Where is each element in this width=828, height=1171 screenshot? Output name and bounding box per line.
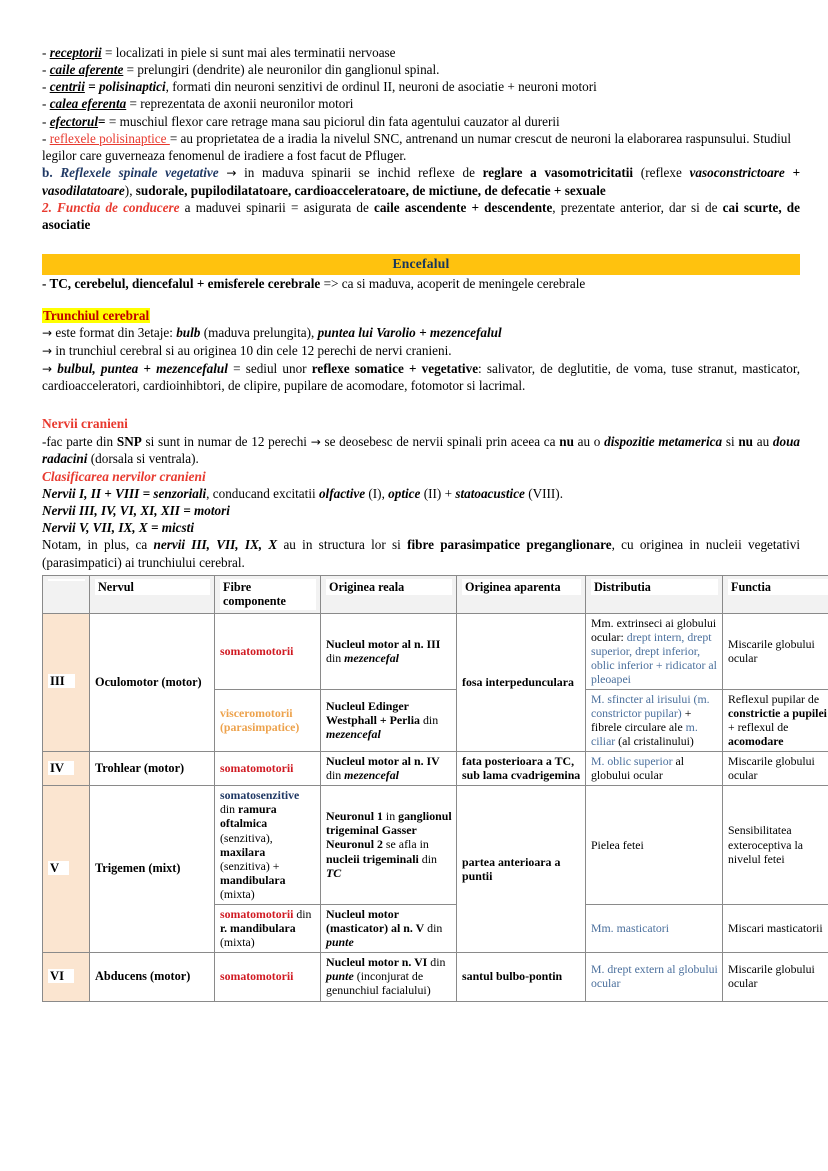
cell-distribution-v-b: Mm. masticatori	[586, 904, 723, 952]
cell-roman-iii: III	[43, 613, 90, 751]
table-row	[43, 752, 828, 786]
bullet-reflexele-text: = au proprietatea de a iradia la nivelul SNC, antrenand un numar crescut de neuroni la elaborarea raspunsului. Studiul legilor care guverneaza fenomenul de iradiere a fost facut de Pfluger.	[42, 130, 791, 163]
functia-conducere-bold1: caile ascendente + descendente	[373, 199, 553, 215]
clasificare-line-2: Nervii III, IV, VI, XI, XII = motori	[42, 503, 230, 519]
reflexe-vegetative-text3: ),	[124, 182, 136, 198]
functia-conducere-bold2: cai scurte, de asociatie	[42, 199, 800, 232]
spacer	[42, 394, 800, 415]
trunchi-line-1-bi2: puntea lui Varolio + mezencefalul	[317, 325, 502, 341]
cell-fibre-iv: somatomotorii	[215, 752, 321, 786]
cell-function-vi: Miscarile globului ocular	[723, 953, 828, 1001]
paragraph-functia-conducere	[42, 199, 800, 233]
trunchi-line-1-bi1: bulb	[176, 325, 201, 341]
cell-origin-real-iii-b: Nucleul Edinger Westphall + Perlia din mezencefal	[321, 689, 457, 751]
bullet-reflexele-polisinaptice: - reflexele polisinaptice = au proprietatea de a iradia la nivelul SNC, antrenand un numar crescut de neuroni la elaborarea raspunsului. Studiul legilor care guverneaza fenomenul de iradiere a fost facut de Pfluger.	[42, 130, 791, 163]
paragraph-reflexe-vegetative	[42, 164, 800, 199]
trunchi-line-3-mid1: = sediul unor	[227, 360, 312, 376]
cell-distribution-iv: M. oblic superior al globului ocular	[586, 752, 723, 786]
arrow-icon: →	[226, 166, 237, 181]
arrow-icon: →	[42, 361, 53, 376]
cell-origin-real-iii-a: Nucleul motor al n. III din mezencefal	[321, 613, 457, 689]
cell-roman-vi: VI	[43, 953, 90, 1001]
bullet-receptorii: - receptorii = localizati in piele si sunt mai ales terminatii nervoase	[42, 45, 396, 60]
cell-origin-real-v-a: Neuronul 1 in ganglionul trigeminal Gasser Neuronul 2 se afla in nucleii trigeminali din TC	[321, 786, 457, 904]
bullet-calea-eferenta: - calea eferenta = reprezentata de axonii neuronilor motori	[42, 96, 354, 112]
functia-conducere-text2: , prezentate anterior, dar si de	[552, 199, 723, 215]
term-centrii: centrii	[49, 79, 85, 95]
arrow-icon: →	[310, 434, 321, 449]
nota-mid1: au in structura lor si	[277, 537, 408, 553]
cell-roman-v: V	[43, 786, 90, 953]
reflexe-vegetative-text2: (reflexe	[633, 165, 690, 181]
ncp-b1: SNP	[116, 433, 142, 449]
cell-function-iv: Miscarile globului ocular	[723, 752, 828, 786]
table-row	[43, 613, 828, 689]
col-header-functia: Functia	[723, 575, 828, 613]
ncp-bi1: dispozitie metamerica	[604, 433, 723, 449]
trunchi-line-3-bi1: bulbul, puntea + mezencefalul	[52, 360, 228, 376]
ncp-mid4: si	[722, 433, 739, 449]
trunchi-line-1	[42, 324, 800, 342]
cell-function-iii-a: Miscarile globului ocular	[723, 613, 828, 689]
cell-nerve-vi: Abducens (motor)	[90, 953, 215, 1001]
clasificare-line-1	[42, 485, 800, 502]
cell-distribution-iii-a: Mm. extrinseci ai globului ocular: drept intern, drept superior, drept inferior, oblic inferior + ridicator al pleoapei	[586, 613, 723, 689]
col-header-originea-aparenta: Originea aparenta	[457, 575, 586, 613]
trunchi-line-2	[42, 342, 800, 360]
nota-b1: fibre parasimpatice preganglionare	[407, 537, 612, 553]
encefal-banner: Encefalul	[42, 254, 800, 275]
nota-mid2: , cu originea in nucleii vegetativi (parasimpatici) ai trunchiului cerebral.	[42, 537, 800, 570]
cranial-nerves-table	[42, 575, 828, 1002]
bullet-centrii: - centrii = polisinaptici, formati din neuroni senzitivi de ordinul II, neuroni de asociatie + neuroni motori	[42, 79, 597, 95]
ncp-pre: -fac parte din	[42, 433, 117, 449]
trunchi-line-3-b1: reflexe somatice + vegetative	[311, 360, 479, 376]
cell-roman-iv: IV	[43, 752, 90, 786]
trunchi-line-3-mid2: : salivator, de deglutitie, de voma, tuse stranut, masticator, cardioacceleratori, cardioinhibtori, de clipire, pupilare de acomodare, fotomotor si lacrimal.	[42, 360, 800, 394]
term-efectorul: efectorul	[49, 113, 99, 129]
table-row	[43, 953, 828, 1001]
col-header-nervul: Nervul	[90, 575, 215, 613]
cell-nerve-v: Trigemen (mixt)	[90, 786, 215, 953]
clasificare-1-bi1: olfactive	[318, 486, 366, 501]
cell-fibre-iii-a: somatomotorii	[215, 613, 321, 689]
clasificare-1-lead: Nervii I, II + VIII = senzoriali	[42, 486, 207, 501]
clasificare-1-mid2: (I),	[365, 486, 389, 501]
bullet-calea-eferenta-text: = reprezentata de axonii neuronilor motori	[126, 96, 354, 112]
trunchi-line-1-mid1: (maduva prelungita),	[200, 325, 318, 341]
ncp-mid6: (dorsala si ventrala).	[87, 451, 199, 467]
bullet-efectorul-eq: =	[98, 113, 106, 129]
term-receptorii: receptorii	[49, 45, 102, 60]
ncp-mid3: au o	[573, 433, 605, 449]
col-header-roman	[43, 575, 90, 613]
bullet-caile-aferente: - caile aferente = prelungiri (dendrite) ale neuronilor din ganglionul spinal.	[42, 62, 440, 78]
cell-origin-real-v-b: Nucleul motor (masticator) al n. V din punte	[321, 904, 457, 952]
arrow-icon: →	[42, 326, 53, 341]
cell-origin-apparent-v: partea anterioara a puntii	[457, 786, 586, 953]
cell-origin-apparent-vi: santul bulbo-pontin	[457, 953, 586, 1001]
arrow-icon: →	[42, 344, 53, 359]
clasificare-1-mid4: (VIII).	[524, 486, 563, 501]
nota-paragraph	[42, 536, 800, 570]
cell-function-v-a: Sensibilitatea exteroceptiva la nivelul fetei	[723, 786, 828, 904]
clasificare-1-bi2: optice	[388, 486, 421, 501]
encefal-description-rest: => ca si maduva, acoperit de meningele cerebrale	[320, 276, 586, 292]
bullet-centrii-text: , formati din neuroni senzitivi de ordinul II, neuroni de asociatie + neuroni motori	[165, 79, 597, 95]
bullet-receptorii-text: = localizati in piele si sunt mai ales terminatii nervoase	[101, 45, 396, 60]
cell-fibre-v-b: somatomotorii din r. mandibulara (mixta)	[215, 904, 321, 952]
cell-origin-real-vi: Nucleul motor n. VI din punte (inconjurat de genunchiul facialului)	[321, 953, 457, 1001]
bullet-efectorul: - efectorul= = muschiul flexor care retrage mana sau piciorul din fata agentului cauzator al durerii	[42, 113, 560, 129]
reflexe-vegetative-text1: in maduva spinarii se inchid reflexe de	[236, 165, 483, 181]
intro-bullet-list	[42, 44, 800, 164]
cell-distribution-vi: M. drept extern al globului ocular	[586, 953, 723, 1001]
ncp-mid1: si sunt in numar de 12 perechi	[141, 433, 311, 449]
table-header-row	[43, 575, 828, 613]
reflexe-vegetative-label: b.	[42, 165, 53, 181]
trunchi-heading-wrap	[42, 307, 800, 324]
functia-conducere-text1: a maduvei spinarii = asigurata de	[179, 199, 374, 215]
cell-fibre-vi: somatomotorii	[215, 953, 321, 1001]
cell-nerve-iv: Trohlear (motor)	[90, 752, 215, 786]
table-row	[43, 786, 828, 904]
cell-nerve-iii: Oculomotor (motor)	[90, 613, 215, 751]
reflexe-vegetative-bold2: sudorale, pupilodilatatoare, cardioacceleratoare, de mictiune, de defecatie + sexuale	[135, 182, 606, 198]
trunchi-line-1-pre: este format din 3etaje:	[52, 325, 177, 341]
spacer	[42, 233, 800, 254]
cell-distribution-v-a: Pielea fetei	[586, 786, 723, 904]
bullet-efectorul-text: = muschiul flexor care retrage mana sau piciorul din fata agentului cauzator al durerii	[105, 113, 560, 129]
functia-conducere-heading: 2. Functia de conducere	[42, 199, 180, 215]
trunchi-line-3	[42, 360, 800, 395]
clasificare-heading: Clasificarea nervilor cranieni	[42, 468, 206, 484]
cell-origin-apparent-iii: fosa interpedunculara	[457, 613, 586, 751]
clasificare-1-mid3: (II) +	[420, 486, 456, 501]
cell-function-iii-b: Reflexul pupilar de constrictie a pupilei + reflexul de acomodare	[723, 689, 828, 751]
nervii-cranieni-paragraph	[42, 433, 800, 468]
term-reflexele-polisinaptice: reflexele polisinaptice	[49, 130, 170, 146]
nota-pre: Notam, in plus, ca	[42, 537, 154, 553]
cell-distribution-iii-b: M. sfincter al irisului (m. constrictor pupilar) + fibrele circulare ale m. ciliar (al cristalinului)	[586, 689, 723, 751]
nervii-cranieni-heading: Nervii cranieni	[42, 416, 128, 432]
nota-bi1: nervii III, VII, IX, X	[153, 537, 278, 553]
clasificare-line-3: Nervii V, VII, IX, X = micsti	[42, 520, 194, 536]
trunchi-line-2-pre: in trunchiul cerebral si au originea 10 din cele 12 perechi de nervi cranieni.	[52, 343, 452, 359]
cell-fibre-iii-b: visceromotorii (parasimpatice)	[215, 689, 321, 751]
col-header-fibre-componente: Fibre componente	[215, 575, 321, 613]
term-caile-aferente: caile aferente	[49, 62, 124, 78]
spacer	[42, 292, 800, 307]
clasificare-1-bi3: statoacustice	[455, 486, 525, 501]
cell-function-v-b: Miscari masticatorii	[723, 904, 828, 952]
reflexe-vegetative-bold1: reglare a vasomotricitatii	[482, 165, 634, 181]
trunchi-heading: Trunchiul cerebral	[43, 308, 150, 324]
cell-fibre-v-a: somatosenzitive din ramura oftalmica (senzitiva), maxilara (senzitiva) + mandibulara (mixta)	[215, 786, 321, 904]
col-header-distributia: Distributia	[586, 575, 723, 613]
cell-origin-real-iv: Nucleul motor al n. IV din mezencefal	[321, 752, 457, 786]
bullet-centrii-em: = polisinaptici	[84, 79, 166, 95]
ncp-mid2: se deosebesc de nervii spinali prin aceea ca	[320, 433, 560, 449]
ncp-b2: nu	[559, 433, 574, 449]
ncp-b3: nu	[738, 433, 754, 449]
ncp-mid5: au	[753, 433, 773, 449]
reflexe-vegetative-title: Reflexele spinale vegetative	[60, 165, 219, 181]
encefal-description-bold: - TC, cerebelul, diencefalul + emisferele cerebrale	[42, 276, 321, 292]
clasificare-1-mid1: , conducand excitatii	[206, 486, 319, 501]
encefal-description	[42, 275, 800, 292]
reflexe-vegetative-bi1: vasoconstrictoare + vasodilatatoare	[42, 165, 800, 198]
cell-origin-apparent-iv: fata posterioara a TC, sub lama cvadrigemina	[457, 752, 586, 786]
ncp-bi2: doua radacini	[42, 433, 801, 467]
bullet-caile-aferente-text: = prelungiri (dendrite) ale neuronilor din ganglionul spinal.	[123, 62, 440, 78]
term-calea-eferenta: calea eferenta	[49, 96, 127, 112]
col-header-originea-reala: Originea reala	[321, 575, 457, 613]
